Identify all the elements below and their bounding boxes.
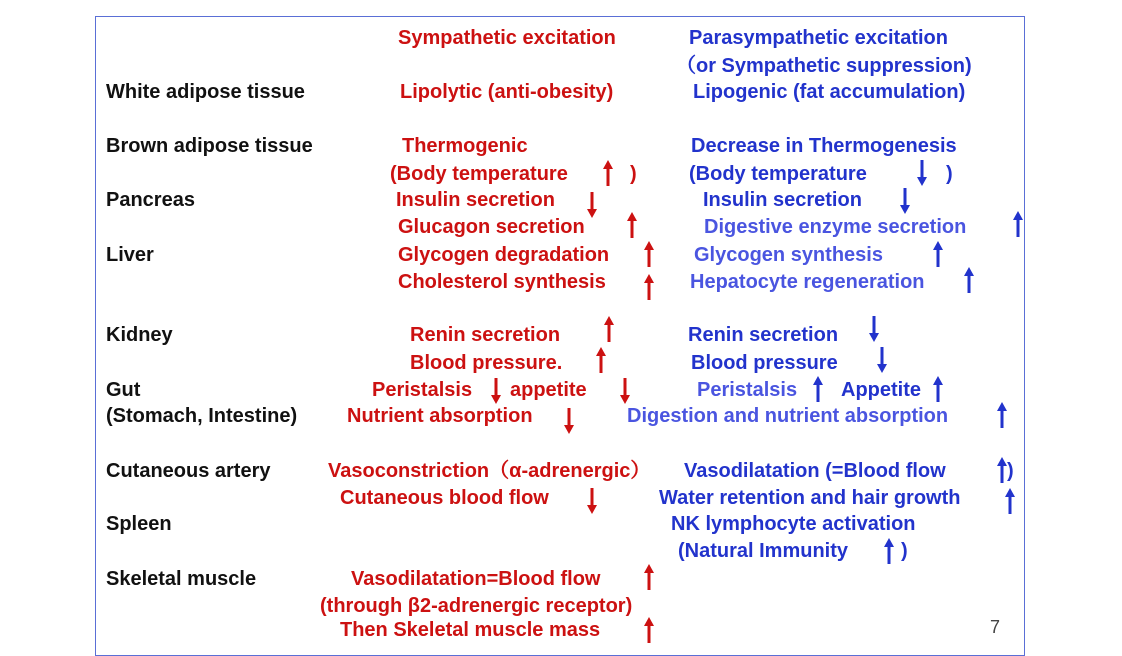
up-arrow-icon <box>932 376 944 402</box>
brown-sym-temp-end: ) <box>630 163 637 185</box>
gut-sym-absorption: Nutrient absorption <box>347 405 533 427</box>
up-arrow-icon <box>643 274 655 300</box>
page-number: 7 <box>990 617 1001 637</box>
up-arrow-icon <box>595 347 607 373</box>
up-arrow-icon <box>643 241 655 267</box>
cutaneous-sym-bloodflow: Cutaneous blood flow <box>340 487 549 509</box>
kidney-para-bp: Blood pressure <box>691 352 838 374</box>
cutaneous-para-vasodilatation: Vasodilatation (=Blood flow <box>684 460 946 482</box>
up-arrow-icon <box>1012 211 1024 237</box>
up-arrow-icon <box>643 564 655 590</box>
skeletal-sym-receptor: (through β2-adrenergic receptor) <box>320 595 633 617</box>
gut-para-digestion: Digestion and nutrient absorption <box>627 405 949 427</box>
up-arrow-icon <box>883 538 895 564</box>
organ-gut-detail: (Stomach, Intestine) <box>106 405 298 427</box>
gut-sym-peristalsis: Peristalsis <box>372 379 473 401</box>
organ-white-adipose: White adipose tissue <box>106 81 305 103</box>
up-arrow-icon <box>643 617 655 643</box>
cutaneous-para-end: ) <box>1007 460 1014 482</box>
spleen-para-immunity: (Natural Immunity <box>678 540 849 562</box>
cutaneous-para-water: Water retention and hair growth <box>659 487 961 509</box>
organ-gut: Gut <box>106 379 141 401</box>
down-arrow-icon <box>868 316 880 342</box>
down-arrow-icon <box>916 160 928 186</box>
down-arrow-icon <box>619 378 631 404</box>
organ-brown-adipose: Brown adipose tissue <box>106 135 313 157</box>
cutaneous-sym-vasoconstriction: Vasoconstriction（α-adrenergic） <box>328 460 651 482</box>
kidney-para-renin: Renin secretion <box>688 324 839 346</box>
up-arrow-icon <box>602 160 614 186</box>
pancreas-para-insulin: Insulin secretion <box>703 189 862 211</box>
gut-para-appetite: Appetite <box>841 379 921 401</box>
organ-skeletal-muscle: Skeletal muscle <box>106 568 257 590</box>
spleen-para-nk: NK lymphocyte activation <box>671 513 916 535</box>
liver-para-hepatocyte: Hepatocyte regeneration <box>690 271 925 293</box>
down-arrow-icon <box>899 188 911 214</box>
parasympathetic-subheader: （or Sympathetic suppression) <box>676 55 972 77</box>
skeletal-sym-vasodilatation: Vasodilatation=Blood flow <box>351 568 601 590</box>
organ-liver: Liver <box>106 244 154 266</box>
up-arrow-icon <box>626 212 638 238</box>
white-sym: Lipolytic (anti-obesity) <box>400 81 614 103</box>
up-arrow-icon <box>1004 488 1016 514</box>
pancreas-para-enzyme: Digestive enzyme secretion <box>704 216 967 238</box>
brown-para-temp: (Body temperature <box>689 163 867 185</box>
down-arrow-icon <box>586 192 598 218</box>
up-arrow-icon <box>812 376 824 402</box>
organ-kidney: Kidney <box>106 324 173 346</box>
kidney-sym-bp: Blood pressure. <box>410 352 563 374</box>
kidney-sym-renin: Renin secretion <box>410 324 561 346</box>
brown-para-temp-end: ) <box>946 163 953 185</box>
down-arrow-icon <box>490 378 502 404</box>
organ-cutaneous-artery: Cutaneous artery <box>106 460 271 482</box>
liver-sym-glycogen: Glycogen degradation <box>398 244 610 266</box>
gut-sym-appetite: appetite <box>510 379 587 401</box>
brown-sym-temp: (Body temperature <box>390 163 568 185</box>
up-arrow-icon <box>996 402 1008 428</box>
organ-pancreas: Pancreas <box>106 189 195 211</box>
up-arrow-icon <box>963 267 975 293</box>
spleen-para-end: ) <box>901 540 908 562</box>
organ-spleen: Spleen <box>106 513 172 535</box>
white-para: Lipogenic (fat accumulation) <box>693 81 966 103</box>
sympathetic-header: Sympathetic excitation <box>398 27 616 49</box>
down-arrow-icon <box>586 488 598 514</box>
gut-para-peristalsis: Peristalsis <box>697 379 798 401</box>
down-arrow-icon <box>876 347 888 373</box>
up-arrow-icon <box>932 241 944 267</box>
pancreas-sym-insulin: Insulin secretion <box>396 189 555 211</box>
up-arrow-icon <box>603 316 615 342</box>
liver-sym-cholesterol: Cholesterol synthesis <box>398 271 606 293</box>
brown-sym: Thermogenic <box>402 135 528 157</box>
brown-para: Decrease in Thermogenesis <box>691 135 957 157</box>
skeletal-sym-mass: Then Skeletal muscle mass <box>340 619 601 641</box>
parasympathetic-header: Parasympathetic excitation <box>689 27 948 49</box>
liver-para-glycogen: Glycogen synthesis <box>694 244 883 266</box>
pancreas-sym-glucagon: Glucagon secretion <box>398 216 585 238</box>
down-arrow-icon <box>563 408 575 434</box>
